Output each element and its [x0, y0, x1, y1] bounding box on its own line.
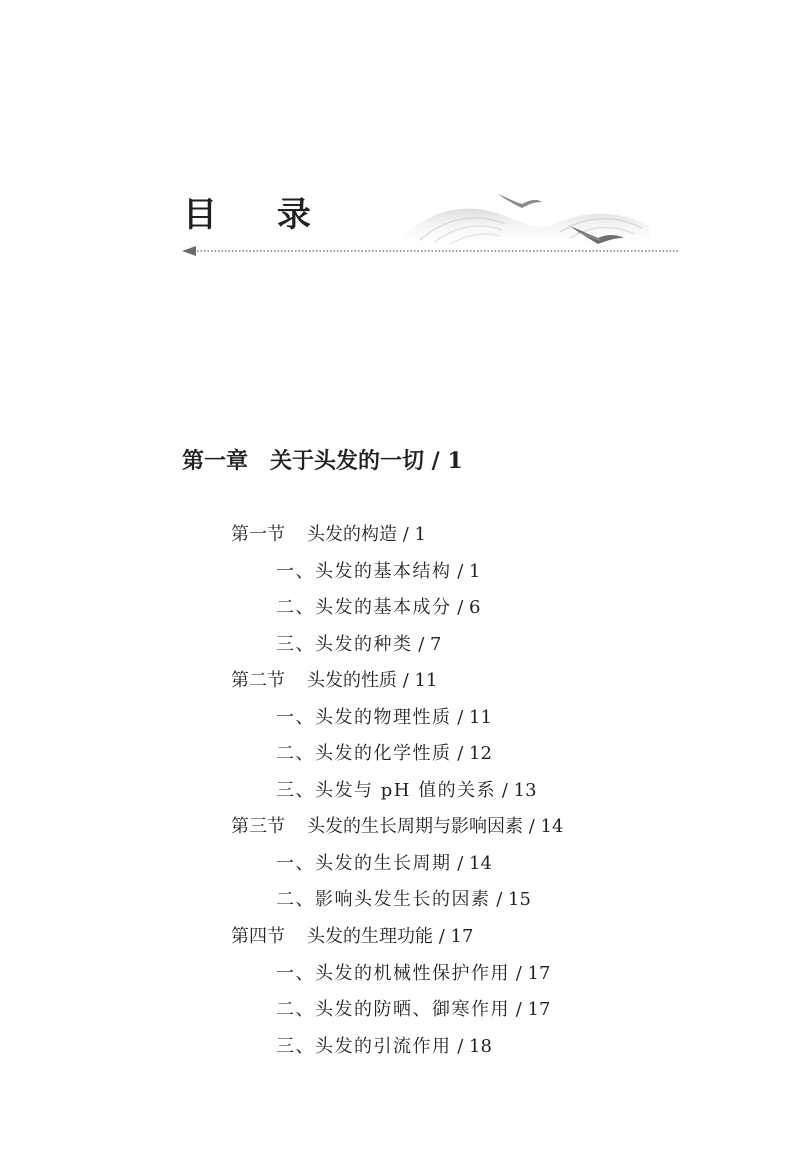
item-text: 二、影响头发生长的因素: [276, 889, 491, 910]
item-text: 一、头发的基本结构: [276, 561, 452, 582]
item-text: 三、头发的种类: [276, 634, 413, 655]
section-title: 头发的生长周期与影响因素 / 14: [307, 816, 564, 837]
item-page: / 11: [451, 707, 492, 728]
toc-header: [0, 0, 800, 280]
section-label: 第一节: [231, 524, 285, 545]
item-text: 二、头发的防晒、御寒作用: [276, 999, 510, 1020]
item-page: / 6: [451, 597, 481, 618]
item-text: 三、头发与 pH 值的关系: [276, 780, 497, 801]
toc-title: 目 录: [183, 195, 335, 235]
toc-section[interactable]: [231, 526, 426, 544]
toc-item[interactable]: [276, 1001, 550, 1019]
item-text: 一、头发的物理性质: [276, 707, 452, 728]
item-page: / 17: [510, 999, 551, 1020]
item-text: 三、头发的引流作用: [276, 1036, 452, 1057]
toc-item[interactable]: [276, 745, 492, 763]
item-text: 一、头发的生长周期: [276, 853, 452, 874]
item-page: / 1: [451, 561, 481, 582]
item-page: / 15: [490, 889, 531, 910]
toc-section[interactable]: [231, 928, 473, 946]
item-text: 二、头发的化学性质: [276, 743, 452, 764]
toc-item[interactable]: [276, 709, 492, 727]
item-text: 一、头发的机械性保护作用: [276, 963, 510, 984]
section-label: 第四节: [231, 926, 285, 947]
toc-item[interactable]: [276, 965, 550, 983]
toc-item[interactable]: [276, 891, 531, 909]
chapter-label: 第一章: [182, 448, 249, 474]
toc-section[interactable]: [231, 818, 563, 836]
toc-item[interactable]: [276, 636, 441, 654]
chapter-title: 关于头发的一切 / 1: [270, 448, 463, 474]
toc-item[interactable]: [276, 563, 480, 581]
item-page: / 18: [451, 1036, 492, 1057]
toc-item[interactable]: [276, 1038, 492, 1056]
item-page: / 13: [496, 780, 537, 801]
toc-item[interactable]: [276, 855, 492, 873]
item-page: / 12: [451, 743, 492, 764]
section-label: 第二节: [231, 670, 285, 691]
section-label: 第三节: [231, 816, 285, 837]
dotted-arrow-rule: [182, 242, 682, 256]
toc-section[interactable]: [231, 672, 437, 690]
toc-item[interactable]: [276, 782, 537, 800]
section-title: 头发的构造 / 1: [307, 524, 426, 545]
item-text: 二、头发的基本成分: [276, 597, 452, 618]
chapter-heading[interactable]: [182, 450, 463, 472]
toc-item[interactable]: [276, 599, 480, 617]
item-page: / 14: [451, 853, 492, 874]
item-page: / 17: [510, 963, 551, 984]
section-title: 头发的生理功能 / 17: [307, 926, 474, 947]
section-title: 头发的性质 / 11: [307, 670, 438, 691]
item-page: / 7: [412, 634, 442, 655]
